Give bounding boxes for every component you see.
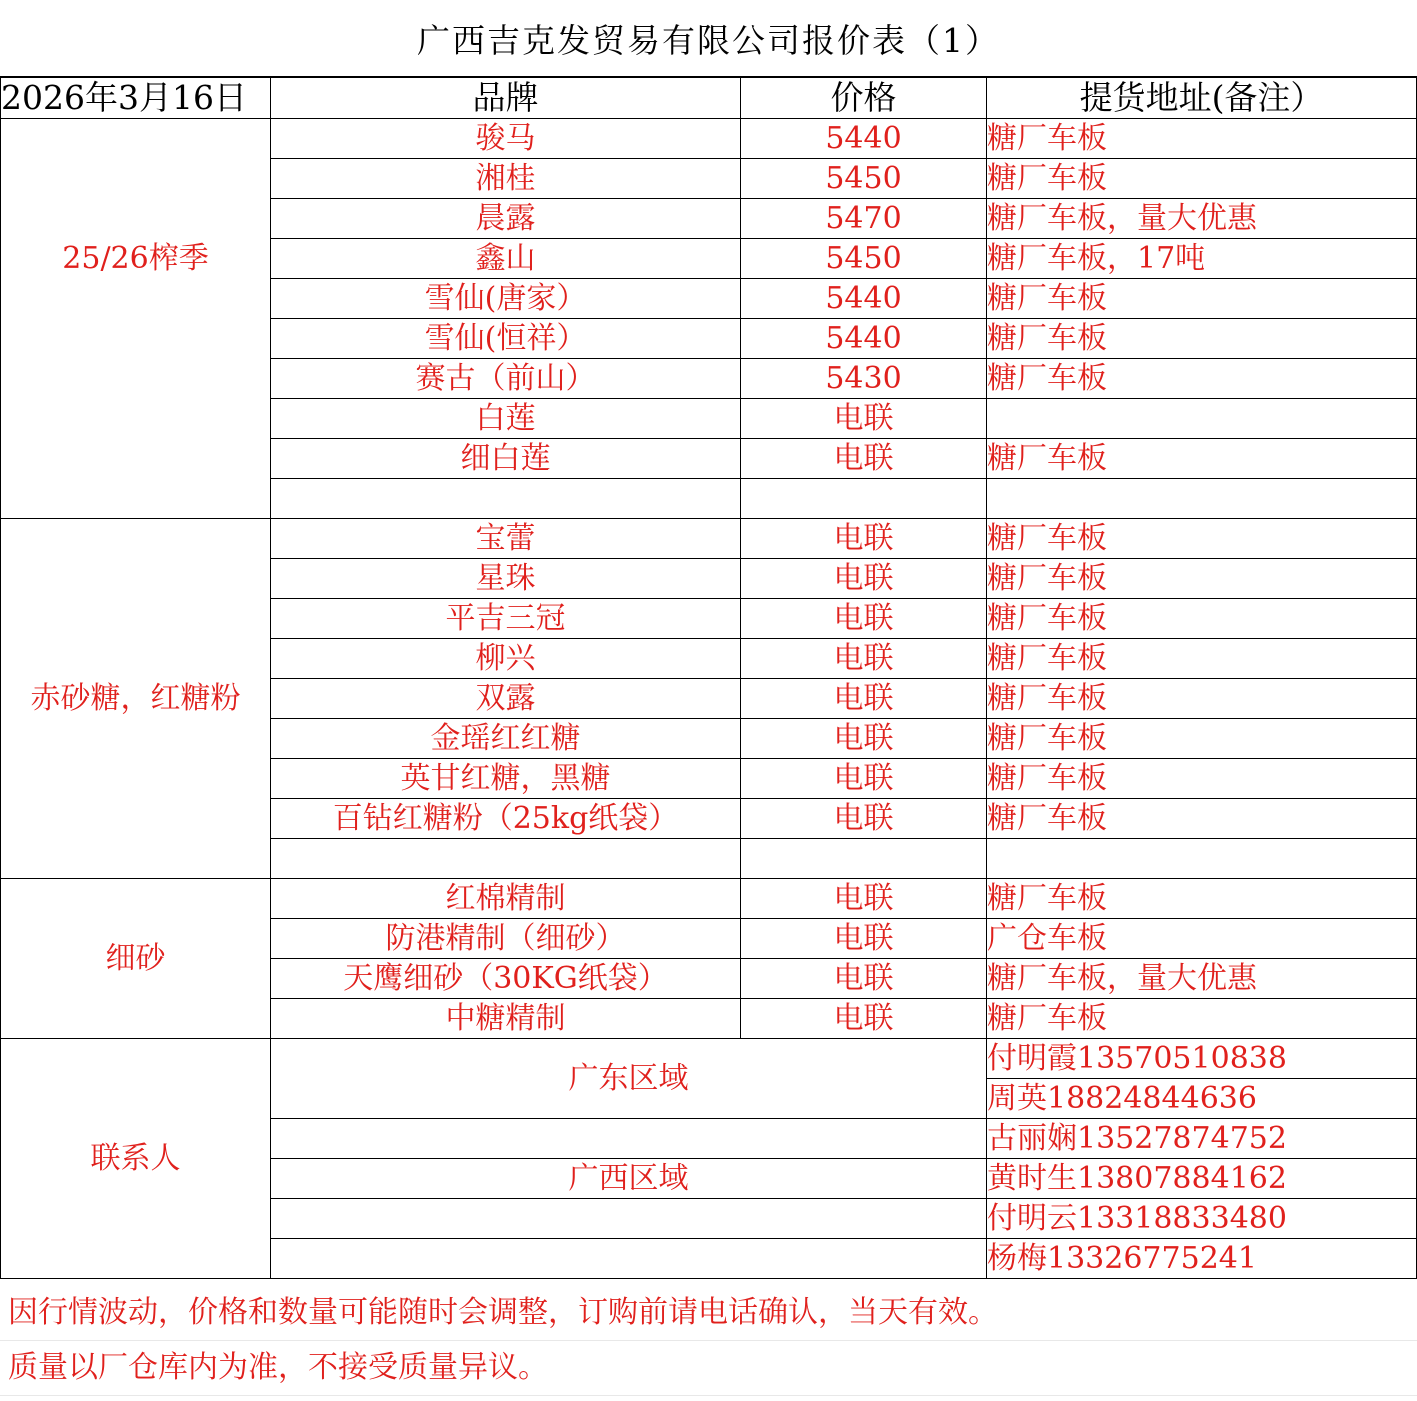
header-row (1, 77, 1417, 119)
brand-cell: 星珠 (271, 559, 741, 599)
price-cell: 电联 (741, 519, 987, 559)
brand-cell: 平吉三冠 (271, 599, 741, 639)
price-cell: 电联 (741, 559, 987, 599)
category-cell: 赤砂糖，红糖粉 (1, 519, 271, 879)
price-cell: 5470 (741, 199, 987, 239)
contacts-label: 联系人 (1, 1039, 271, 1279)
note-cell: 糖厂车板 (987, 319, 1417, 359)
brand-cell (271, 839, 741, 879)
brand-cell: 白莲 (271, 399, 741, 439)
price-header: 价格 (741, 77, 987, 119)
price-cell: 电联 (741, 999, 987, 1039)
note-cell: 糖厂车板，量大优惠 (987, 959, 1417, 999)
note-cell: 糖厂车板 (987, 559, 1417, 599)
note-cell (987, 479, 1417, 519)
brand-cell: 细白莲 (271, 439, 741, 479)
footer-line-1: 因行情波动，价格和数量可能随时会调整，订购前请电话确认，当天有效。 (0, 1286, 1417, 1341)
note-cell: 糖厂车板 (987, 159, 1417, 199)
price-cell: 电联 (741, 599, 987, 639)
page-title: 广西吉克发贸易有限公司报价表（1） (417, 20, 1000, 60)
category-cell: 细砂 (1, 879, 271, 1039)
contact-person: 周英18824844636 (987, 1079, 1417, 1119)
price-cell (741, 839, 987, 879)
contact-person: 付明霞13570510838 (987, 1039, 1417, 1079)
brand-cell: 双露 (271, 679, 741, 719)
note-cell: 糖厂车板 (987, 799, 1417, 839)
footer-notes (0, 1286, 1417, 1396)
brand-cell: 金瑶红红糖 (271, 719, 741, 759)
price-table (0, 76, 1417, 1279)
note-cell: 糖厂车板 (987, 679, 1417, 719)
price-cell: 电联 (741, 879, 987, 919)
price-cell: 5440 (741, 319, 987, 359)
note-cell (987, 839, 1417, 879)
price-cell: 电联 (741, 399, 987, 439)
brand-cell: 天鹰细砂（30KG纸袋） (271, 959, 741, 999)
region-guangxi: 广西区域 (271, 1159, 987, 1199)
brand-header: 品牌 (271, 77, 741, 119)
empty-region-cell (271, 1199, 987, 1239)
price-cell: 5450 (741, 239, 987, 279)
note-cell (987, 399, 1417, 439)
footer-line-2: 质量以厂仓库内为准，不接受质量异议。 (0, 1341, 1417, 1396)
brand-cell: 赛古（前山） (271, 359, 741, 399)
price-cell: 电联 (741, 759, 987, 799)
empty-region-cell (271, 1239, 987, 1279)
price-cell: 5450 (741, 159, 987, 199)
brand-cell: 英甘红糖，黑糖 (271, 759, 741, 799)
price-cell: 电联 (741, 799, 987, 839)
price-cell: 电联 (741, 639, 987, 679)
brand-cell: 鑫山 (271, 239, 741, 279)
price-cell: 5440 (741, 279, 987, 319)
price-cell: 电联 (741, 959, 987, 999)
brand-cell: 中糖精制 (271, 999, 741, 1039)
price-cell: 电联 (741, 679, 987, 719)
price-cell: 5430 (741, 359, 987, 399)
date-cell: 2026年3月16日 (1, 77, 271, 119)
contact-person: 古丽娴13527874752 (987, 1119, 1417, 1159)
brand-cell: 宝蕾 (271, 519, 741, 559)
brand-cell: 红棉精制 (271, 879, 741, 919)
note-cell: 糖厂车板，量大优惠 (987, 199, 1417, 239)
note-cell: 糖厂车板 (987, 999, 1417, 1039)
price-cell: 5440 (741, 119, 987, 159)
contact-person: 黄时生13807884162 (987, 1159, 1417, 1199)
brand-cell: 湘桂 (271, 159, 741, 199)
contact-row (1, 1039, 1417, 1079)
note-cell: 糖厂车板 (987, 639, 1417, 679)
note-cell: 糖厂车板 (987, 279, 1417, 319)
price-cell: 电联 (741, 919, 987, 959)
note-cell: 糖厂车板 (987, 879, 1417, 919)
price-cell (741, 479, 987, 519)
brand-cell: 防港精制（细砂） (271, 919, 741, 959)
price-cell: 电联 (741, 719, 987, 759)
contact-person: 付明云13318833480 (987, 1199, 1417, 1239)
note-header: 提货地址(备注） (987, 77, 1417, 119)
brand-cell: 雪仙(唐家） (271, 279, 741, 319)
contact-person: 杨梅13326775241 (987, 1239, 1417, 1279)
note-cell: 糖厂车板 (987, 759, 1417, 799)
note-cell: 糖厂车板 (987, 359, 1417, 399)
brand-cell: 雪仙(恒祥） (271, 319, 741, 359)
table-row (1, 519, 1417, 559)
empty-region-cell (271, 1119, 987, 1159)
region-guangdong: 广东区域 (271, 1039, 987, 1119)
brand-cell: 柳兴 (271, 639, 741, 679)
table-row (1, 879, 1417, 919)
category-cell: 25/26榨季 (1, 119, 271, 519)
note-cell: 广仓车板 (987, 919, 1417, 959)
note-cell: 糖厂车板，17吨 (987, 239, 1417, 279)
brand-cell: 晨露 (271, 199, 741, 239)
note-cell: 糖厂车板 (987, 719, 1417, 759)
brand-cell: 骏马 (271, 119, 741, 159)
brand-cell: 百钻红糖粉（25kg纸袋） (271, 799, 741, 839)
brand-cell (271, 479, 741, 519)
price-cell: 电联 (741, 439, 987, 479)
note-cell: 糖厂车板 (987, 119, 1417, 159)
note-cell: 糖厂车板 (987, 519, 1417, 559)
table-row (1, 119, 1417, 159)
note-cell: 糖厂车板 (987, 599, 1417, 639)
note-cell: 糖厂车板 (987, 439, 1417, 479)
